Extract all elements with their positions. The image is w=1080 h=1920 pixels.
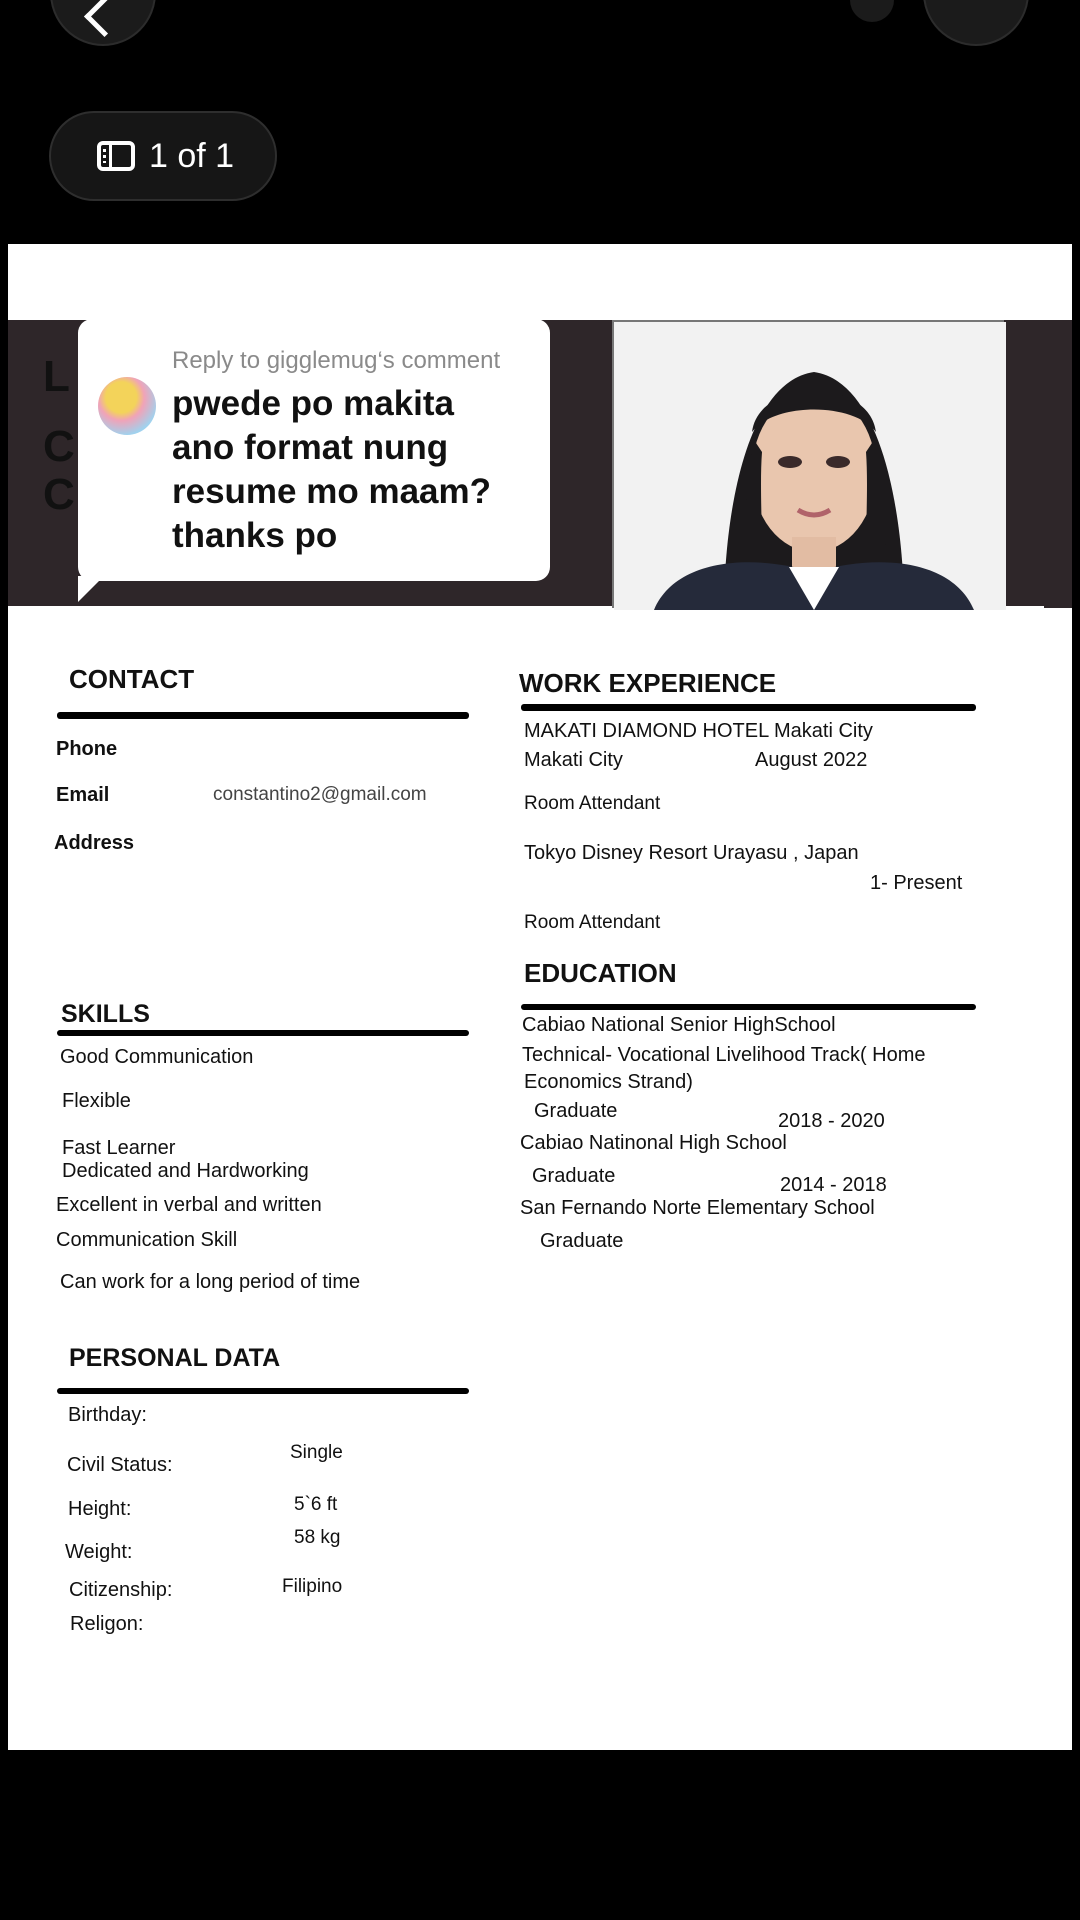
personal-title: PERSONAL DATA — [69, 1344, 281, 1372]
education-title: EDUCATION — [524, 958, 677, 988]
work-title: WORK EXPERIENCE — [519, 668, 777, 698]
job-position: Room Attendant — [524, 912, 661, 933]
work-rule — [521, 704, 976, 711]
back-button[interactable] — [50, 0, 156, 46]
skill-item: Flexible — [62, 1090, 131, 1112]
edu-track: Economics Strand) — [524, 1071, 693, 1093]
skill-item: Communication Skill — [56, 1229, 238, 1251]
banner-letter: L — [43, 352, 70, 401]
chevron-left-icon — [84, 0, 125, 37]
edu-status: Graduate — [534, 1100, 618, 1122]
banner-letter: C — [43, 422, 75, 471]
more-indicator[interactable] — [850, 0, 894, 22]
email-label: Email — [56, 784, 110, 806]
height-label: Height: — [68, 1498, 132, 1520]
citizenship-label: Citizenship: — [69, 1579, 173, 1601]
email-value: constantino2@gmail.com — [213, 784, 427, 805]
height-value: 5`6 ft — [294, 1494, 338, 1515]
page-indicator[interactable] — [49, 111, 277, 201]
weight-label: Weight: — [65, 1541, 133, 1563]
skill-item: Dedicated and Hardworking — [62, 1160, 309, 1182]
comment-text: pwede po makita ano format nung resume mo maam? thanks po — [172, 384, 492, 555]
skill-item: Good Communication — [60, 1046, 254, 1068]
edu-track: Technical- Vocational Livelihood Track( Home — [522, 1044, 926, 1066]
skills-rule — [57, 1030, 469, 1036]
profile-photo — [612, 320, 1004, 608]
edu-years: 2018 - 2020 — [778, 1110, 885, 1132]
banner-edge — [1044, 322, 1072, 608]
banner-letter: C — [43, 470, 75, 519]
edu-years: 2014 - 2018 — [780, 1174, 887, 1196]
edu-school: Cabiao Natinonal High School — [520, 1132, 787, 1154]
job-location: Makati City — [524, 749, 623, 771]
skill-item: Can work for a long period of time — [60, 1271, 361, 1293]
edu-school: Cabiao National Senior HighSchool — [522, 1014, 836, 1036]
civil-status-value: Single — [290, 1442, 343, 1463]
portrait-image — [614, 322, 1006, 610]
birthday-label: Birthday: — [68, 1404, 147, 1426]
religion-label: Religon: — [70, 1613, 144, 1635]
skill-item: Excellent in verbal and written — [56, 1194, 322, 1216]
address-label: Address — [54, 832, 135, 854]
education-rule — [521, 1004, 976, 1010]
contact-rule — [57, 712, 469, 719]
bubble-tail — [78, 576, 104, 602]
page-indicator-label: 1 of 1 — [149, 136, 235, 175]
skill-item: Fast Learner — [62, 1137, 176, 1159]
phone-label: Phone — [56, 738, 118, 760]
job-company: Tokyo Disney Resort Urayasu , Japan — [524, 842, 859, 864]
job-position: Room Attendant — [524, 793, 661, 814]
skills-title: SKILLS — [61, 1000, 150, 1028]
contact-title: CONTACT — [69, 664, 195, 694]
avatar[interactable] — [98, 377, 156, 435]
citizenship-value: Filipino — [282, 1576, 343, 1597]
edu-school: San Fernando Norte Elementary School — [520, 1197, 875, 1219]
weight-value: 58 kg — [294, 1527, 341, 1548]
reply-label: Reply to gigglemug‘s comment — [172, 347, 501, 374]
document-pages-icon — [97, 141, 135, 171]
edu-status: Graduate — [540, 1230, 624, 1252]
job-date: 1- Present — [870, 872, 963, 894]
civil-status-label: Civil Status: — [67, 1454, 173, 1476]
job-company: MAKATI DIAMOND HOTEL Makati City — [524, 720, 873, 742]
edu-status: Graduate — [532, 1165, 616, 1187]
job-date: August 2022 — [755, 749, 868, 771]
close-button[interactable] — [923, 0, 1029, 46]
personal-rule — [57, 1388, 469, 1394]
